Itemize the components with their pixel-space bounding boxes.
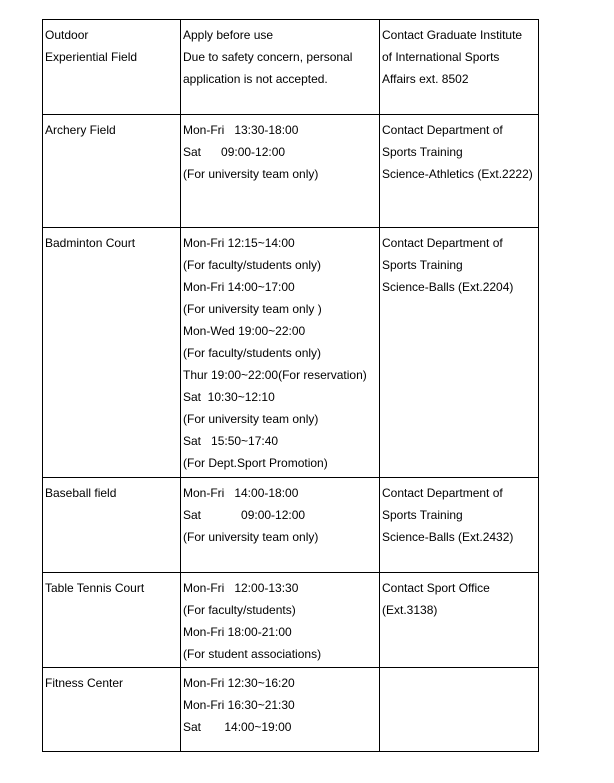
- hours-text: Thur 19:00~22:00(For reservation): [183, 368, 367, 382]
- contact-text: Affairs ext. 8502: [382, 72, 469, 86]
- contact-text: Contact Department of: [382, 486, 503, 500]
- contact-text: Science-Balls (Ext.2204): [382, 280, 514, 294]
- venue-text: Archery Field: [45, 123, 116, 137]
- hours-text: (For faculty/students): [183, 603, 296, 617]
- table-row: [43, 228, 539, 478]
- facility-schedule-table: [42, 19, 539, 752]
- venue-text: Experiential Field: [45, 50, 138, 64]
- hours-text: Sat 10:30~12:10: [183, 390, 275, 404]
- hours-text: Sat 09:00-12:00: [183, 508, 306, 522]
- contact-cell: [380, 478, 539, 573]
- contact-text: Contact Department of: [382, 123, 503, 137]
- hours-text: application is not accepted.: [183, 72, 328, 86]
- hours-text: (For faculty/students only): [183, 258, 322, 272]
- contact-text: Science-Balls (Ext.2432): [382, 530, 514, 544]
- hours-text: (For Dept.Sport Promotion): [183, 456, 328, 470]
- hours-text: (For university team only): [183, 412, 319, 426]
- venue-cell: [43, 478, 181, 573]
- venue-cell: [43, 115, 181, 228]
- hours-text: Mon-Fri 13:30-18:00: [183, 123, 299, 137]
- contact-cell: [380, 115, 539, 228]
- hours-text: Mon-Fri 12:30~16:20: [183, 676, 295, 690]
- contact-text: of International Sports: [382, 50, 500, 64]
- contact-cell: [380, 20, 539, 115]
- venue-cell: [43, 668, 181, 752]
- venue-cell: [43, 20, 181, 115]
- contact-text: Contact Department of: [382, 236, 503, 250]
- venue-text: Fitness Center: [45, 676, 124, 690]
- venue-text: Badminton Court: [45, 236, 136, 250]
- venue-text: Outdoor: [45, 28, 89, 42]
- hours-cell: [181, 228, 380, 478]
- hours-cell: [181, 668, 380, 752]
- hours-text: Mon-Wed 19:00~22:00: [183, 324, 306, 338]
- hours-text: (For university team only): [183, 530, 319, 544]
- hours-text: (For faculty/students only): [183, 346, 322, 360]
- hours-cell: [181, 573, 380, 668]
- hours-text: Sat 15:50~17:40: [183, 434, 279, 448]
- contact-cell: [380, 228, 539, 478]
- hours-cell: [181, 115, 380, 228]
- hours-text: (For university team only): [183, 167, 319, 181]
- contact-text: Contact Graduate Institute: [382, 28, 523, 42]
- hours-cell: [181, 478, 380, 573]
- hours-text: Apply before use: [183, 28, 274, 42]
- venue-text: Table Tennis Court: [45, 581, 145, 595]
- table-row: [43, 20, 539, 115]
- hours-text: (For university team only ): [183, 302, 322, 316]
- table-row: [43, 573, 539, 668]
- hours-text: Sat 14:00~19:00: [183, 720, 292, 734]
- contact-text: Sports Training: [382, 508, 463, 522]
- hours-cell: [181, 20, 380, 115]
- table-row: [43, 668, 539, 752]
- contact-cell: [380, 573, 539, 668]
- table-row: [43, 478, 539, 573]
- table-row: [43, 115, 539, 228]
- contact-text: Science-Athletics (Ext.2222): [382, 167, 533, 181]
- hours-text: Mon-Fri 14:00-18:00: [183, 486, 299, 500]
- contact-text: Sports Training: [382, 258, 463, 272]
- venue-text: Baseball field: [45, 486, 117, 500]
- contact-text: Sports Training: [382, 145, 463, 159]
- hours-text: Mon-Fri 18:00-21:00: [183, 625, 292, 639]
- contact-text: Contact Sport Office: [382, 581, 490, 595]
- contact-cell: [380, 668, 539, 752]
- hours-text: Sat 09:00-12:00: [183, 145, 286, 159]
- hours-text: Due to safety concern, personal: [183, 50, 353, 64]
- hours-text: Mon-Fri 12:15~14:00: [183, 236, 295, 250]
- hours-text: Mon-Fri 16:30~21:30: [183, 698, 295, 712]
- hours-text: (For student associations): [183, 647, 322, 661]
- hours-text: Mon-Fri 14:00~17:00: [183, 280, 295, 294]
- hours-text: Mon-Fri 12:00-13:30: [183, 581, 299, 595]
- venue-cell: [43, 228, 181, 478]
- venue-cell: [43, 573, 181, 668]
- contact-text: (Ext.3138): [382, 603, 438, 617]
